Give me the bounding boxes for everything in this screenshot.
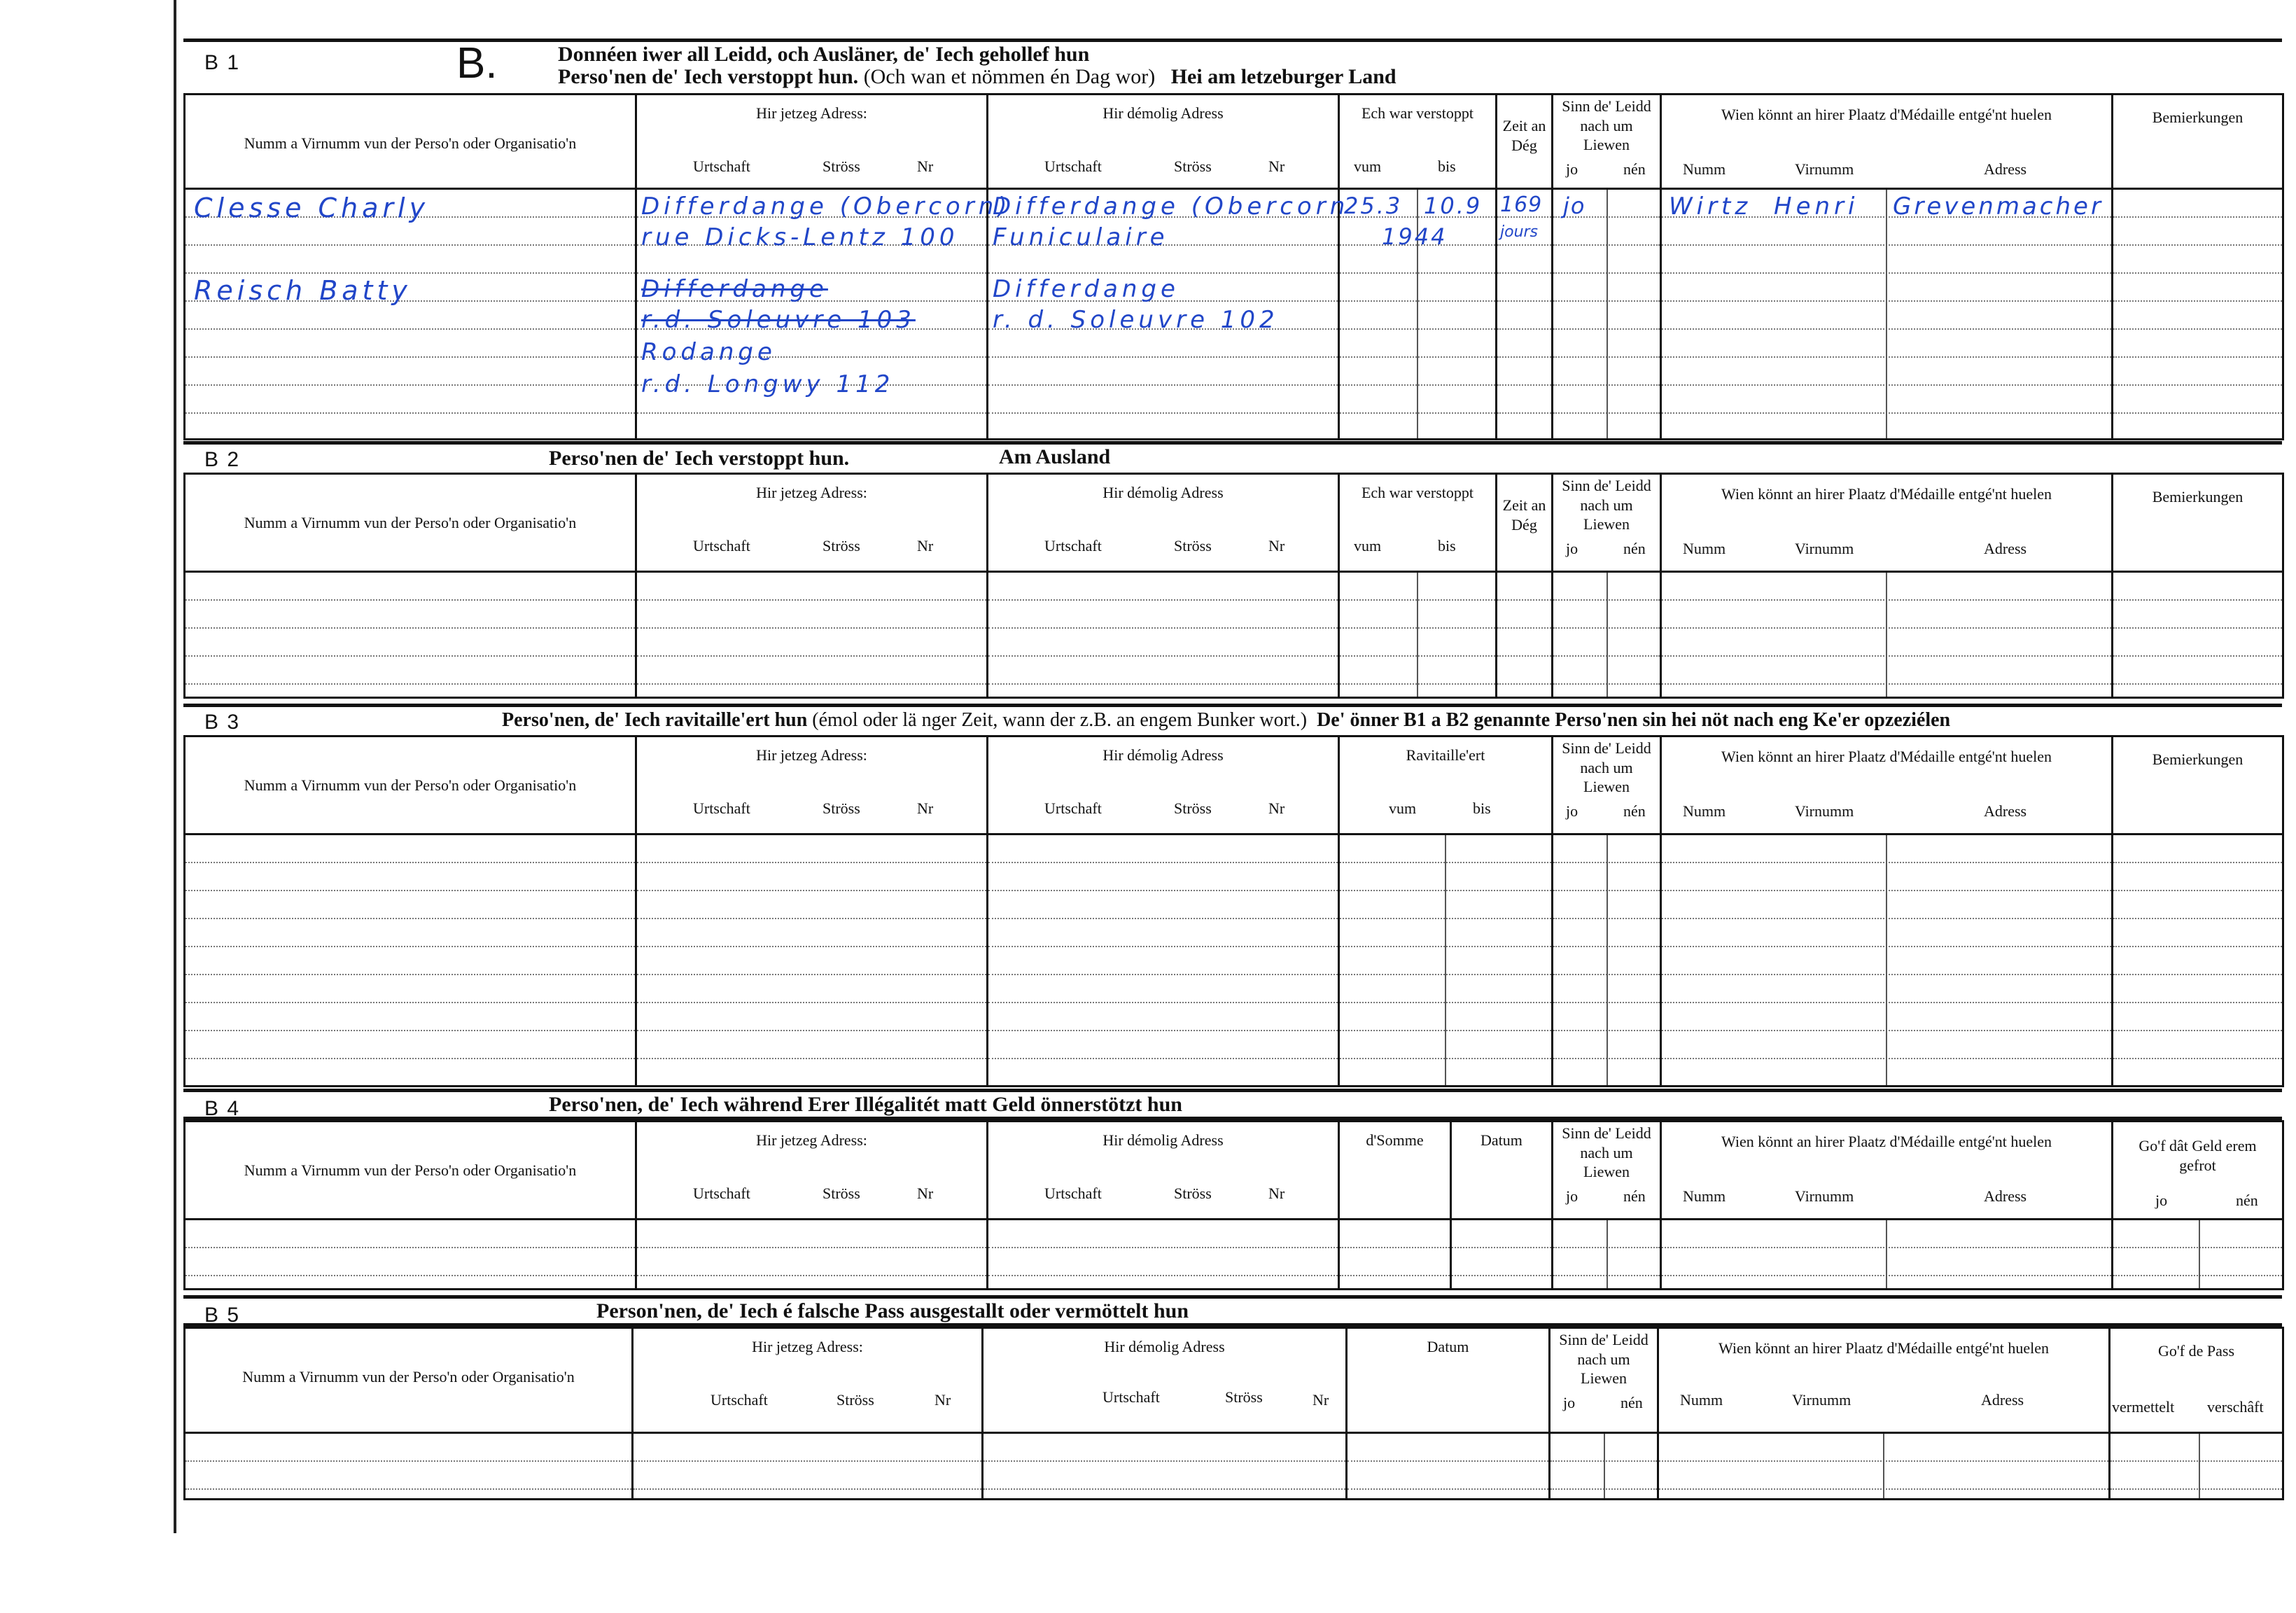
col-nen: nén (1623, 1187, 1646, 1205)
entry-bis: 10.9 (1424, 193, 1483, 219)
col-jetzeg: Hir jetzeg Adress: (756, 1131, 867, 1149)
col-nr: Nr (934, 1391, 951, 1409)
col-numm-virnumm: Numm a Virnumm vun der Perso'n oder Organisatio'n (244, 134, 577, 152)
col-stross: Ströss (1174, 158, 1212, 175)
col-vermettelt: vermettelt (2112, 1398, 2175, 1416)
col-bemierkungen: Bemierkungen (2152, 109, 2244, 126)
col-verschaft: verschâft (2207, 1398, 2264, 1416)
col-stross: Ströss (822, 158, 860, 175)
section-title: Perso'nen, de' Iech während Erer Illégalitét matt Geld önnerstötzt hun (549, 1093, 1182, 1116)
section-title-part-2: (émol oder lä nger Zeit, wann der z.B. an engem Bunker wort.) (812, 709, 1308, 731)
col-demolig: Hir démolig Adress (1102, 746, 1224, 764)
entry-jo: jo (1563, 193, 1586, 219)
col-stross: Ströss (1225, 1388, 1263, 1406)
col-demolig: Hir démolig Adress (1102, 104, 1224, 122)
col-virnumm: Virnumm (1795, 160, 1854, 178)
col-bis: bis (1438, 537, 1456, 554)
entry-jetzeg-2c: Rodange (641, 338, 776, 366)
col-gofpass: Go'f de Pass (2157, 1342, 2235, 1360)
entry-med-virnumm: Henri (1774, 193, 1859, 221)
col-adress: Adress (1984, 1187, 2027, 1205)
col-zeit: Zeit an Dég (1502, 496, 1546, 533)
col-urtschaft: Urtschaft (710, 1391, 768, 1409)
section-tag: B 1 (204, 51, 241, 74)
section-title-2: Am Ausland (999, 445, 1111, 468)
col-nen: nén (1620, 1394, 1643, 1411)
col-verstoppt: Ech war verstoppt (1361, 484, 1474, 501)
col-nr: Nr (1268, 799, 1285, 817)
col-datum: Datum (1480, 1131, 1522, 1149)
b5-table (183, 1327, 2284, 1500)
col-urtschaft: Urtschaft (1044, 537, 1102, 554)
section-subtitle (558, 65, 1396, 89)
col-nen: nén (2236, 1192, 2258, 1209)
col-sinn: Sinn de' Leidd nach um Liewen (1559, 1331, 1648, 1387)
col-vum: vum (1354, 158, 1382, 175)
col-jetzeg: Hir jetzeg Adress: (756, 746, 867, 764)
col-bis: bis (1473, 799, 1491, 817)
col-jo: jo (1566, 160, 1578, 178)
b3-table (183, 735, 2284, 1087)
section-tag: B 4 (204, 1097, 241, 1120)
entry-demolig-2a: Differdange (993, 275, 1180, 303)
left-margin-line (174, 0, 176, 1533)
col-jetzeg: Hir jetzeg Adress: (756, 484, 867, 501)
col-numm: Numm (1683, 1187, 1726, 1205)
entry-med-numm: Wirtz (1669, 193, 1752, 221)
col-nen: nén (1623, 540, 1646, 557)
col-urtschaft: Urtschaft (1044, 1185, 1102, 1202)
section-title-part-3: De' önner B1 a B2 genannte Perso'nen sin hei nöt nach eng Ke'er opzeziélen (1317, 709, 1951, 731)
col-virnumm: Virnumm (1792, 1391, 1851, 1409)
col-stross: Ströss (822, 799, 860, 817)
col-sinn: Sinn de' Leidd nach um Liewen (1562, 1124, 1651, 1180)
col-nr: Nr (1312, 1391, 1329, 1409)
col-numm: Numm (1680, 1391, 1723, 1409)
b2-table (183, 473, 2284, 699)
col-demolig: Hir démolig Adress (1102, 484, 1224, 501)
entry-demolig-2b: r. d. Soleuvre 102 (993, 306, 1279, 334)
col-vum: vum (1354, 537, 1382, 554)
col-numm: Numm (1683, 540, 1726, 557)
entry-jetzeg-2b: r.d. Soleuvre 103 (641, 306, 916, 334)
col-wien: Wien könnt an hirer Plaatz d'Médaille entgé'nt huelen (1721, 106, 2052, 123)
col-nr: Nr (917, 158, 934, 175)
entry-med-adress: Grevenmacher (1893, 193, 2104, 221)
col-urtschaft: Urtschaft (1044, 799, 1102, 817)
col-urtschaft: Urtschaft (693, 1185, 750, 1202)
entry-jetzeg-2a: Differdange (641, 275, 828, 303)
col-nr: Nr (1268, 537, 1285, 554)
section-b2 (183, 441, 2282, 700)
col-jetzeg: Hir jetzeg Adress: (752, 1338, 863, 1355)
entry-jetzeg-2d: r.d. Longwy 112 (641, 370, 895, 398)
col-numm: Numm (1683, 802, 1726, 820)
col-urtschaft: Urtschaft (693, 158, 750, 175)
col-jo: jo (2155, 1192, 2168, 1209)
col-somme: d'Somme (1366, 1131, 1424, 1149)
col-numm-virnumm: Numm a Virnumm vun der Perso'n oder Organisatio'n (242, 1368, 575, 1385)
section-b1 (183, 39, 2282, 438)
section-b4 (183, 1089, 2282, 1292)
col-urtschaft: Urtschaft (1102, 1388, 1160, 1406)
col-nr: Nr (1268, 158, 1285, 175)
subtitle-part-2: (Och wan et nömmen én Dag wor) (863, 65, 1156, 88)
col-jo: jo (1563, 1394, 1576, 1411)
col-adress: Adress (1984, 160, 2027, 178)
entry-name-2: Reisch Batty (194, 275, 412, 306)
col-bemierkungen: Bemierkungen (2152, 750, 2244, 768)
entry-year: 1944 (1382, 223, 1448, 250)
col-numm-virnumm: Numm a Virnumm vun der Perso'n oder Organisatio'n (244, 776, 577, 794)
section-title (502, 709, 1950, 732)
entry-jetzeg-1a: Differdange (Obercorn) (641, 193, 1011, 221)
col-virnumm: Virnumm (1795, 802, 1854, 820)
col-numm: Numm (1683, 160, 1726, 178)
col-nr: Nr (917, 1185, 934, 1202)
col-stross: Ströss (822, 537, 860, 554)
b4-table (183, 1120, 2284, 1290)
col-sinn: Sinn de' Leidd nach um Liewen (1562, 477, 1651, 533)
col-gofdat: Go'f dât Geld erem gefrot (2138, 1137, 2257, 1174)
col-verstoppt: Ech war verstoppt (1361, 104, 1474, 122)
section-title: Perso'nen de' Iech verstoppt hun. (549, 447, 850, 470)
col-stross: Ströss (1174, 799, 1212, 817)
entry-vum: 25.3 (1344, 193, 1403, 219)
col-stross: Ströss (1174, 537, 1212, 554)
col-urtschaft: Urtschaft (693, 537, 750, 554)
col-stross: Ströss (1174, 1185, 1212, 1202)
section-letter: B. (456, 39, 498, 88)
col-virnumm: Virnumm (1795, 540, 1854, 557)
col-stross: Ströss (836, 1391, 874, 1409)
col-wien: Wien könnt an hirer Plaatz d'Médaille entgé'nt huelen (1721, 485, 2052, 503)
col-urtschaft: Urtschaft (1044, 158, 1102, 175)
col-jo: jo (1566, 802, 1578, 820)
entry-demolig-1b: Funiculaire (993, 223, 1169, 251)
col-jetzeg: Hir jetzeg Adress: (756, 104, 867, 122)
col-stross: Ströss (822, 1185, 860, 1202)
section-tag: B 2 (204, 448, 241, 471)
col-adress: Adress (1984, 802, 2027, 820)
col-nr: Nr (1268, 1185, 1285, 1202)
col-sinn: Sinn de' Leidd nach um Liewen (1562, 739, 1651, 795)
section-title-part-1: Perso'nen, de' Iech ravitaille'ert hun (502, 709, 808, 731)
col-adress: Adress (1984, 540, 2027, 557)
col-numm-virnumm: Numm a Virnumm vun der Perso'n oder Organisatio'n (244, 1161, 577, 1179)
col-bis: bis (1438, 158, 1456, 175)
entry-name-1: Clesse Charly (194, 193, 430, 223)
col-jo: jo (1566, 1187, 1578, 1205)
col-jo: jo (1566, 540, 1578, 557)
subtitle-part-3: Hei am letzeburger Land (1170, 65, 1396, 88)
section-tag: B 5 (204, 1304, 241, 1327)
entry-jetzeg-1b: rue Dicks-Lentz 100 (641, 223, 959, 251)
col-nr: Nr (917, 799, 934, 817)
col-demolig: Hir démolig Adress (1104, 1338, 1225, 1355)
section-b3 (183, 704, 2282, 1089)
section-tag: B 3 (204, 711, 241, 734)
col-vum: vum (1389, 799, 1417, 817)
col-wien: Wien könnt an hirer Plaatz d'Médaille entgé'nt huelen (1718, 1339, 2049, 1357)
col-zeit: Zeit an Dég (1502, 117, 1546, 154)
entry-demolig-1a: Differdange (Obercorn (993, 193, 1350, 221)
col-urtschaft: Urtschaft (693, 799, 750, 817)
col-nen: nén (1623, 802, 1646, 820)
col-numm-virnumm: Numm a Virnumm vun der Perso'n oder Organisatio'n (244, 514, 577, 531)
entry-zeit: 169 (1500, 193, 1543, 217)
col-sinn: Sinn de' Leidd nach um Liewen (1562, 97, 1651, 153)
col-adress: Adress (1981, 1391, 2024, 1409)
entry-zeit-unit: jours (1500, 223, 1539, 241)
col-bemierkungen: Bemierkungen (2152, 488, 2244, 505)
section-title: Donnéen iwer all Leidd, och Ausläner, de' Iech gehollef hun (558, 43, 1090, 66)
b1-table (183, 93, 2284, 440)
col-nen: nén (1623, 160, 1646, 178)
col-virnumm: Virnumm (1795, 1187, 1854, 1205)
section-b5 (183, 1295, 2282, 1502)
section-title: Person'nen, de' Iech é falsche Pass ausgestallt oder vermöttelt hun (596, 1299, 1189, 1322)
col-ravitailleert: Ravitaille'ert (1406, 746, 1485, 764)
subtitle-part-1: Perso'nen de' Iech verstoppt hun. (558, 65, 859, 88)
col-datum: Datum (1427, 1338, 1469, 1355)
col-nr: Nr (917, 537, 934, 554)
col-wien: Wien könnt an hirer Plaatz d'Médaille entgé'nt huelen (1721, 748, 2052, 765)
col-wien: Wien könnt an hirer Plaatz d'Médaille entgé'nt huelen (1721, 1133, 2052, 1150)
col-demolig: Hir démolig Adress (1102, 1131, 1224, 1149)
